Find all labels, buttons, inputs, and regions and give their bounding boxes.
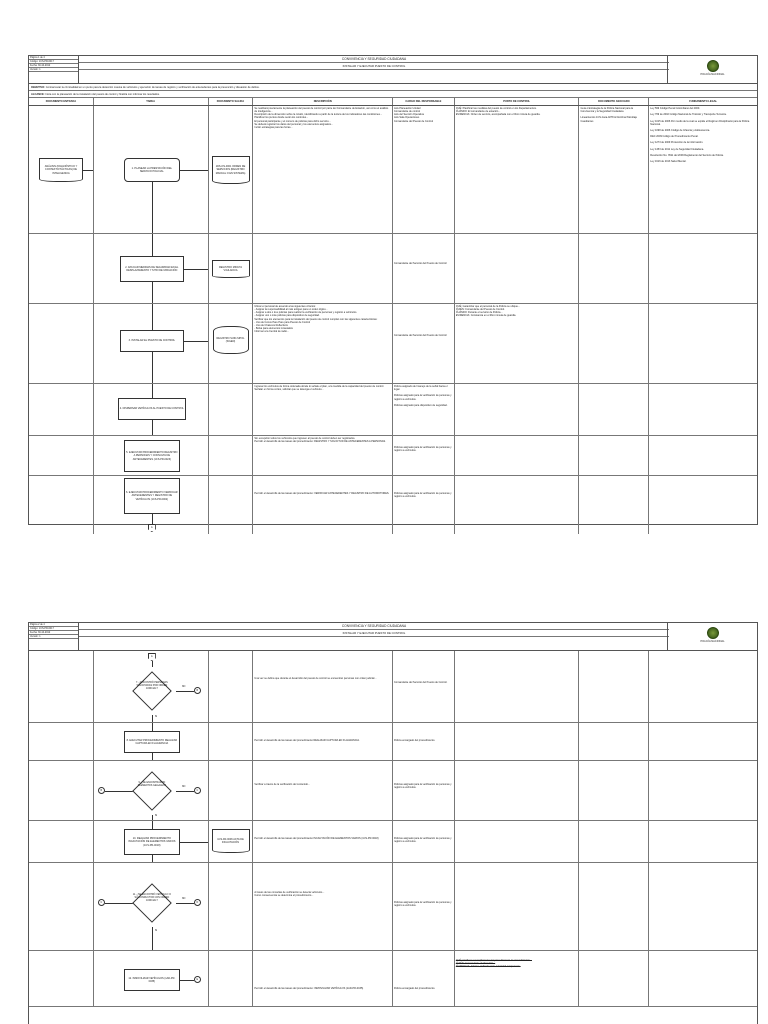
- header-titles: [79, 56, 669, 84]
- responsible-cell: Policía encargado del procedimiento.: [393, 723, 455, 760]
- input-document-shape: ANÁLISIS (DIAGNÓSTICO Y CONTEXTO/TÁCTICAS) DE INTELIGENCIA: [39, 158, 83, 182]
- table-row: [29, 384, 757, 436]
- flow-connector: E: [194, 976, 201, 983]
- meta-code: Código: 1CS-PR-0017: [29, 627, 78, 631]
- document-meta: [29, 623, 79, 651]
- logo-text: POLICÍA NACIONAL: [700, 73, 725, 76]
- table-row: [29, 723, 757, 761]
- objective-label: OBJETIVO:: [31, 86, 45, 89]
- column-headers: [29, 98, 757, 106]
- description-cell: Verificar a través de la verificación del contenido...: [253, 761, 393, 820]
- scope-text: Inicia con la planeación de la instalación del puesto de control y finaliza con informar los resultados.: [45, 93, 160, 96]
- task-box: 10. REALIZAR PROCEDIMIENTO INCAUTACIÓN DE ELEMENTOS VARIOS (1CS-PR-0018): [124, 829, 180, 855]
- col-control-point: PUNTO DE CONTROL: [455, 98, 580, 105]
- table-row: [29, 476, 757, 534]
- responsible-cell: Policías asignado para la verificación de personas y registro a vehículos.: [393, 863, 455, 950]
- objective-text: Contrarrestar la criminalidad en un punto para la detección masiva de vehículos y ejecución de tareas de registro y verificación de antecedentes para la prevención y disuasión de delitos.: [45, 86, 260, 89]
- legal-basis-cell: Ley 599 Código Penal Colombiano del 2000. Ley 769 de 2002 Código Nacional de Tránsito y Transporte Terrestre. Ley 1015 de 2006 Por medio de la cual se expide el Régimen Disciplinario para la Policía Nacional. Ley 1098 de 2006 Código de Infancia y Adolescencia. DEC 2009 Código de Procedimiento Penal. Ley 1273 de 2009 Protección de la información. Ley 1453 de 2011 Ley de Seguridad Ciudadana. Resolución No. 3511 del 2009 Reglamento del Servicio de Policía. Ley 1616 de 2013 Salud Mental.: [650, 107, 750, 164]
- table-row: [29, 304, 757, 384]
- database-shape: REGISTRO SIJIN-SIPOL (SIGED): [213, 326, 249, 354]
- document-title: CONVIVENCIA Y SEGURIDAD CIUDADANA: [79, 623, 669, 630]
- description-cell: Ubicar el personal de acuerdo a las siguientes criterios: - Asignar la responsabilidad al más antiguo para un orden lógico... - Asignar a dos o tres policías para realizar la verificación de personas y registro a vehículos. - Asignar uno o más policías para dispositivo de seguridad. Verificar que los elementos para la instalación del puesto de control cumplan con las siguientes características: - Uso de Conos Pare Pare para Puesto de Control - Uso de Chalecos Reflectivos - Bolsa para elementos incautados Informar a la Central de radio...: [253, 304, 393, 383]
- page-header: [29, 56, 757, 84]
- yes-label: SI: [154, 814, 158, 817]
- decision-diamond: [128, 879, 176, 927]
- control-point-cell: QUÉ: Planificar las medidas del puesto de control en los Departamentos. CUÁNDO: El comandante de estación... EVIDENCIA: Orden de servicio, acompañada con el libro minuta de guardia.: [455, 106, 580, 233]
- col-responsible: CARGO DEL RESPONSABLE: [393, 98, 455, 105]
- table-row: [29, 761, 757, 821]
- table-row: [29, 436, 757, 476]
- header-titles: [79, 623, 669, 651]
- decision-diamond: [128, 667, 176, 715]
- no-label: NO: [181, 897, 186, 900]
- offpage-connector: A: [148, 653, 156, 661]
- document-page-1: [28, 55, 758, 529]
- meta-page: Página 2 de 4: [29, 623, 78, 627]
- document-title: CONVIVENCIA Y SEGURIDAD CIUDADANA: [79, 56, 669, 63]
- document-meta: [29, 56, 79, 84]
- document-subtitle: INSTALAR Y EJECUTAR PUESTO DE CONTROL: [79, 63, 669, 70]
- task-box: 12. INMOVILIZAR VEHÍCULOS (1AD-PR-0035): [124, 969, 180, 991]
- yes-label: SI: [154, 929, 158, 932]
- description-cell: Permitir el desarrollo de las tareas del procedimiento: INMOVILIZAR VEHÍCULOS (1AD-PR-0035): [253, 951, 393, 1006]
- meta-date: Fecha: 30-10-2012: [29, 64, 78, 68]
- col-legal-basis: FUNDAMENTO LEGAL: [689, 100, 718, 103]
- responsible-cell: Jefe Planeación Unidad Comandante de control Jefe del Sección Operativa Jefe Sala Operaciones Comandante del Puesto de Control: [393, 106, 455, 233]
- description-cell: Una vez se defina que durante el desarrollo del puesto de control se encuentran personas con orden judicial...: [253, 651, 393, 722]
- associated-doc-cell: Guía o Estrategia de la Policía Nacional para la Convivencia y la Seguridad Ciudadana Lineamientos 1CS-Guía-0278 & Doctrina Patrullaje Cuadrantes: [579, 106, 649, 233]
- offpage-connector: A: [148, 524, 156, 532]
- flow-connector: D: [194, 899, 201, 906]
- police-logo: [667, 623, 757, 651]
- description-cell: Permitir el desarrollo de las tareas del procedimiento: VERIFICAR ANTECEDENTES Y REGISTRO DE AUTOMOTORES.: [253, 476, 393, 534]
- description-cell: Permitir el desarrollo de las tareas del procedimiento REALIZAR CAPTURA EN FLAGRANCIA.: [253, 723, 393, 760]
- flow-connector: C: [98, 899, 105, 906]
- description-cell: A través de las consultas de verificación se detecta vehículos... Como consecuencia se determina el procedimiento...: [253, 863, 393, 950]
- responsible-cell: Policías asignado para la verificación de personas y registro a vehículos.: [393, 761, 455, 820]
- description-cell: Sin excepción todos los vehículos que ingresen al puesto de control deben ser registrados. Permitir el desarrollo de las tareas del procedimiento: REGISTRO Y SOLICITUD DE ANTECEDENTES A PERSONAS.: [253, 436, 393, 475]
- control-point-cell: QUÉ: Verificar el cumplimiento del procedimiento de inmovilización... QUIÉN: Comandante del Servicio... EVIDENCIA: Informe radicado ante autoridad competente.: [455, 951, 580, 1006]
- output-document-shape: 1DS-OS-0001 ORDEN DE SERVICIOS (REGISTRO MANUAL O EN SISTEMA): [212, 156, 250, 184]
- output-document-shape: 1CS-FR-0006 ACTA DE INCAUTACIÓN: [212, 829, 250, 853]
- table-row: [29, 106, 757, 234]
- document-page-2: [28, 622, 758, 1024]
- responsible-cell: Policía encargado del procedimiento.: [393, 951, 455, 1006]
- objective-row: [29, 84, 757, 91]
- table-row: [29, 651, 757, 723]
- col-task: TAREA: [94, 98, 209, 105]
- table-row: [29, 951, 757, 1007]
- col-input-doc: DOCUMENTO ENTRADA: [29, 98, 94, 105]
- page-header: [29, 623, 757, 651]
- meta-version: Versión: 1: [29, 68, 78, 72]
- police-seal-icon: [707, 627, 719, 639]
- output-document-shape: REGISTRO MINUTA VIGILANCIA: [212, 260, 250, 278]
- description-cell: [253, 234, 393, 303]
- task-box: 6. EJECUTAR PROCEDIMIENTO VERIFICAR ANTECEDENTES Y REGISTRO DE VEHÍCULOS (1CS-PR-0002): [124, 478, 180, 514]
- flow-connector: B: [194, 687, 201, 694]
- task-box: 8. EJECUTAR PROCEDIMIENTO REALIZAR CAPTURA EN FLAGRANCIA: [124, 731, 180, 753]
- table-row: [29, 863, 757, 951]
- meta-code: Código: 1CS-PR-0017: [29, 60, 78, 64]
- col-output-doc: DOCUMENTO SALIDA: [209, 98, 254, 105]
- responsible-cell: Comandante del Servicio del Puesto de Control: [393, 234, 455, 303]
- control-point-cell: QUÉ: Garantizar que el personal de la Policía se ubique... QUIÉN: Comandante del Puesto de Control. CUÁNDO: Durante el servicio de Policía... EVIDENCIA: Constancia en el libro minuta de guardia.: [455, 304, 580, 383]
- responsible-cell: Comandante del Servicio del Puesto de Control.: [393, 651, 455, 722]
- task-box: 2. APLICAR MEDIDAS DE SEGURIDAD EN EL DESPLAZAMIENTO Y SITIO DE UBICACIÓN: [120, 256, 184, 282]
- decision-label: 7. ¿ENCONTRÓ PERSONAS SOLICITADAS POR ORDEN JUDICIAL?: [135, 681, 168, 690]
- task-box: 3. INSTALAR EL PUESTO DE CONTROL: [120, 330, 184, 352]
- responsible-cell: Policías asignado para la verificación de personas y registro a vehículos.: [393, 436, 455, 475]
- police-logo: [667, 56, 757, 84]
- description-cell: Permitir el desarrollo de las tareas del procedimiento INCAUTACIÓN DE ELEMENTOS VARIOS (1CS-PR-0018): [253, 821, 393, 862]
- decision-label: 11. ¿SE ENCONTRÓ VEHÍCULO O SU CONDUCTOR CON ORDEN JUDICIAL?: [132, 893, 171, 902]
- scope-label: ALCANCE:: [31, 93, 45, 96]
- task-box: 1. PLANEAR LA PRESTACIÓN DEL SERVICIO POLICIAL: [124, 158, 180, 182]
- task-box: 4. DISPERSAR VEHÍCULOS AL PUESTO DE CONTROL: [118, 398, 186, 420]
- scope-row: [29, 91, 757, 98]
- no-label: NO: [181, 785, 186, 788]
- flow-connector: B: [98, 787, 105, 794]
- responsible-cell: Policías asignado para la verificación de personas y registro a vehículos.: [393, 476, 455, 534]
- description-cell: Se realizará previamente la planeación del puesto de control por parte del Comandante de Estación, así como el análisis de inteligencia... Descripción de la dimensión sobre la misión, identificando a partir de la lectura de los indicadores las condiciones... Planificar los puntos donde serán los controles... El personal participante y el número de policías para dicho servicio... Se deberá registrar los datos del personal y los elementos asignados... Incluir estrategias para las horas...: [253, 106, 393, 233]
- col-associated-doc: DOCUMENTO ASOCIADO: [579, 98, 649, 105]
- table-row: [29, 821, 757, 863]
- logo-text: POLICÍA NACIONAL: [700, 640, 725, 643]
- responsible-cell: Comandante del Servicio del Puesto de Control: [393, 304, 455, 383]
- task-box: 5. EJECUTAR PROCEDIMIENTO REGISTRO A PERSONAS Y CONSULTA DE ANTECEDENTES (1CS-PR-0023): [124, 440, 180, 472]
- meta-date: Fecha: 30-10-2012: [29, 631, 78, 635]
- col-description: DESCRIPCIÓN: [253, 98, 393, 105]
- yes-label: SI: [154, 715, 158, 718]
- police-seal-icon: [707, 60, 719, 72]
- decision-diamond: [128, 767, 176, 815]
- responsible-cell: Policías asignado para la verificación de personas y registro a vehículos.: [393, 821, 455, 862]
- no-label: NO: [181, 685, 186, 688]
- meta-version: Versión: 1: [29, 635, 78, 639]
- description-cell: Ingresar los vehículos de forma ordenada donde lo señale el plan, a la medida de la capacidad del puesto de control. Señalar en forma cortés, solicitar que se detenga el vehículo...: [253, 384, 393, 435]
- table-row: [29, 234, 757, 304]
- responsible-cell: Policía asignado del manejo de la señal hacia el lugar. Policías asignado para la verificación de personas y registro a vehículos. Policías asignado para dispositivo de seguridad.: [393, 384, 455, 435]
- flow-connector: C: [194, 787, 201, 794]
- document-subtitle: INSTALAR Y EJECUTAR PUESTO DE CONTROL: [79, 630, 669, 637]
- meta-page: Página 1 de 4: [29, 56, 78, 60]
- decision-label: 9. ¿SE ENCONTRARON ELEMENTOS ILEGALES?: [137, 781, 166, 787]
